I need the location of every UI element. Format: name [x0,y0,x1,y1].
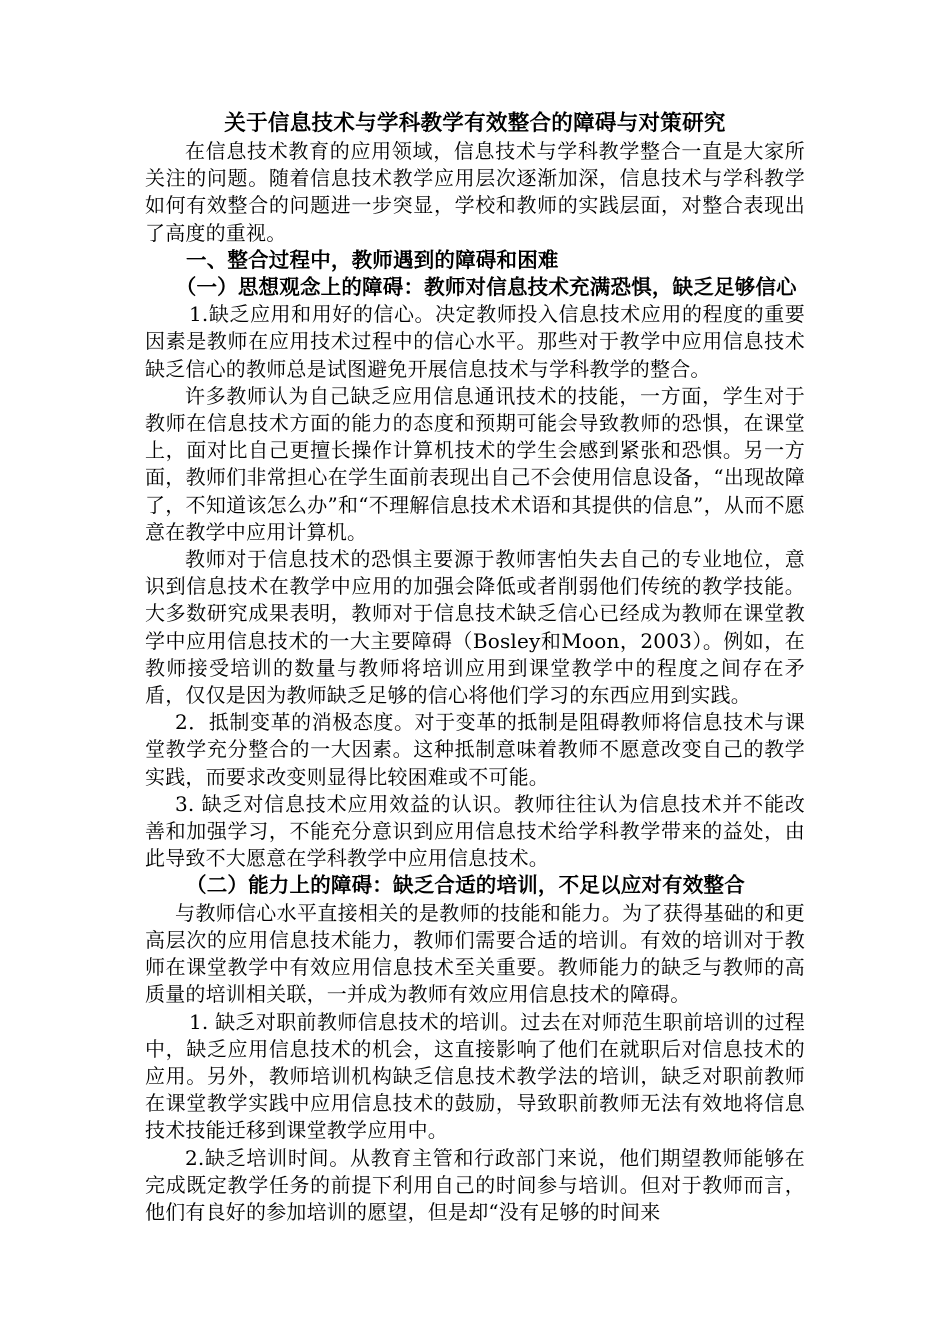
paragraph-skills-fear: 许多教师认为自己缺乏应用信息通讯技术的技能，一方面，学生对于教师在信息技术方面的能力的态度和预期可能会导致教师的恐惧，在课堂上，面对比自己更擅长操作计算机技术的学生会感到紧张和恐惧。另一方面，教师们非常担心在学生面前表现出自己不会使用信息设备，“出现故障了，不知道该怎么办”和“不理解信息技术术语和其提供的信息”，从而不愿意在教学中应用计算机。 [145,383,805,544]
section-heading-1: 一、整合过程中，教师遇到的障碍和困难 [186,247,559,272]
paragraph-resist-change: 2．抵制变革的消极态度。对于变革的抵制是阻碍教师将信息技术与课堂教学充分整合的一大因素。这种抵制意味着教师不愿意改变自己的教学实践，而要求改变则显得比较困难或不可能。 [145,710,805,789]
paragraph-benefit-awareness: 3. 缺乏对信息技术应用效益的认识。教师往往认为信息技术并不能改善和加强学习，不能充分意识到应用信息技术给学科教学带来的益处，由此导致不大愿意在学科教学中应用信息技术。 [145,791,805,871]
subsection-heading-1: （一）思想观念上的障碍：教师对信息技术充满恐惧，缺乏足够信心 [175,275,797,300]
paragraph-ability: 与教师信心水平直接相关的是教师的技能和能力。为了获得基础的和更高层次的应用信息技术能力，教师们需要合适的培训。有效的培训对于教师在课堂教学中有效应用信息技术至关重要。教师能力的缺乏与教师的高质量的培训相关联，一并成为教师有效应用信息技术的障碍。 [145,900,805,1007]
document-title: 关于信息技术与学科教学有效整合的障碍与对策研究 [224,111,726,136]
paragraph-professional-status: 教师对于信息技术的恐惧主要源于教师害怕失去自己的专业地位，意识到信息技术在教学中应用的加强会降低或者削弱他们传统的教学技能。大多数研究成果表明，教师对于信息技术缺乏信心已经成为教师在课堂教学中应用信息技术的一大主要障碍（Bosley和Moon，2003）。例如，在教师接受培训的数量与教师将培训应用到课堂教学中的程度之间存在矛盾，仅仅是因为教师缺乏足够的信心将他们学习的东西应用到实践。 [145,547,805,708]
subsection-heading-2: （二）能力上的障碍：缺乏合适的培训，不足以应对有效整合 [186,873,745,898]
paragraph-preservice-training: 1. 缺乏对职前教师信息技术的培训。过去在对师范生职前培训的过程中，缺乏应用信息技术的机会，这直接影响了他们在就职后对信息技术的应用。另外，教师培训机构缺乏信息技术教学法的培训，缺乏对职前教师在课堂教学实践中应用信息技术的鼓励，导致职前教师无法有效地将信息技术技能迁移到课堂教学应用中。 [145,1009,805,1143]
document-page [145,110,805,1226]
paragraph-intro: 在信息技术教育的应用领域，信息技术与学科教学整合一直是大家所关注的问题。随着信息技术教学应用层次逐渐加深，信息技术与学科教学如何有效整合的问题进一步突显，学校和教师的实践层面，对整合表现出了高度的重视。 [145,139,805,245]
paragraph-confidence: 1.缺乏应用和用好的信心。决定教师投入信息技术应用的程度的重要因素是教师在应用技术过程中的信心水平。那些对于教学中应用信息技术缺乏信心的教师总是试图避免开展信息技术与学科教学的整合。 [145,302,805,381]
paragraph-training-time: 2.缺乏培训时间。从教育主管和行政部门来说，他们期望教师能够在完成既定教学任务的前提下利用自己的时间参与培训。但对于教师而言，他们有良好的参加培训的愿望，但是却“没有足够的时间来 [145,1145,805,1224]
